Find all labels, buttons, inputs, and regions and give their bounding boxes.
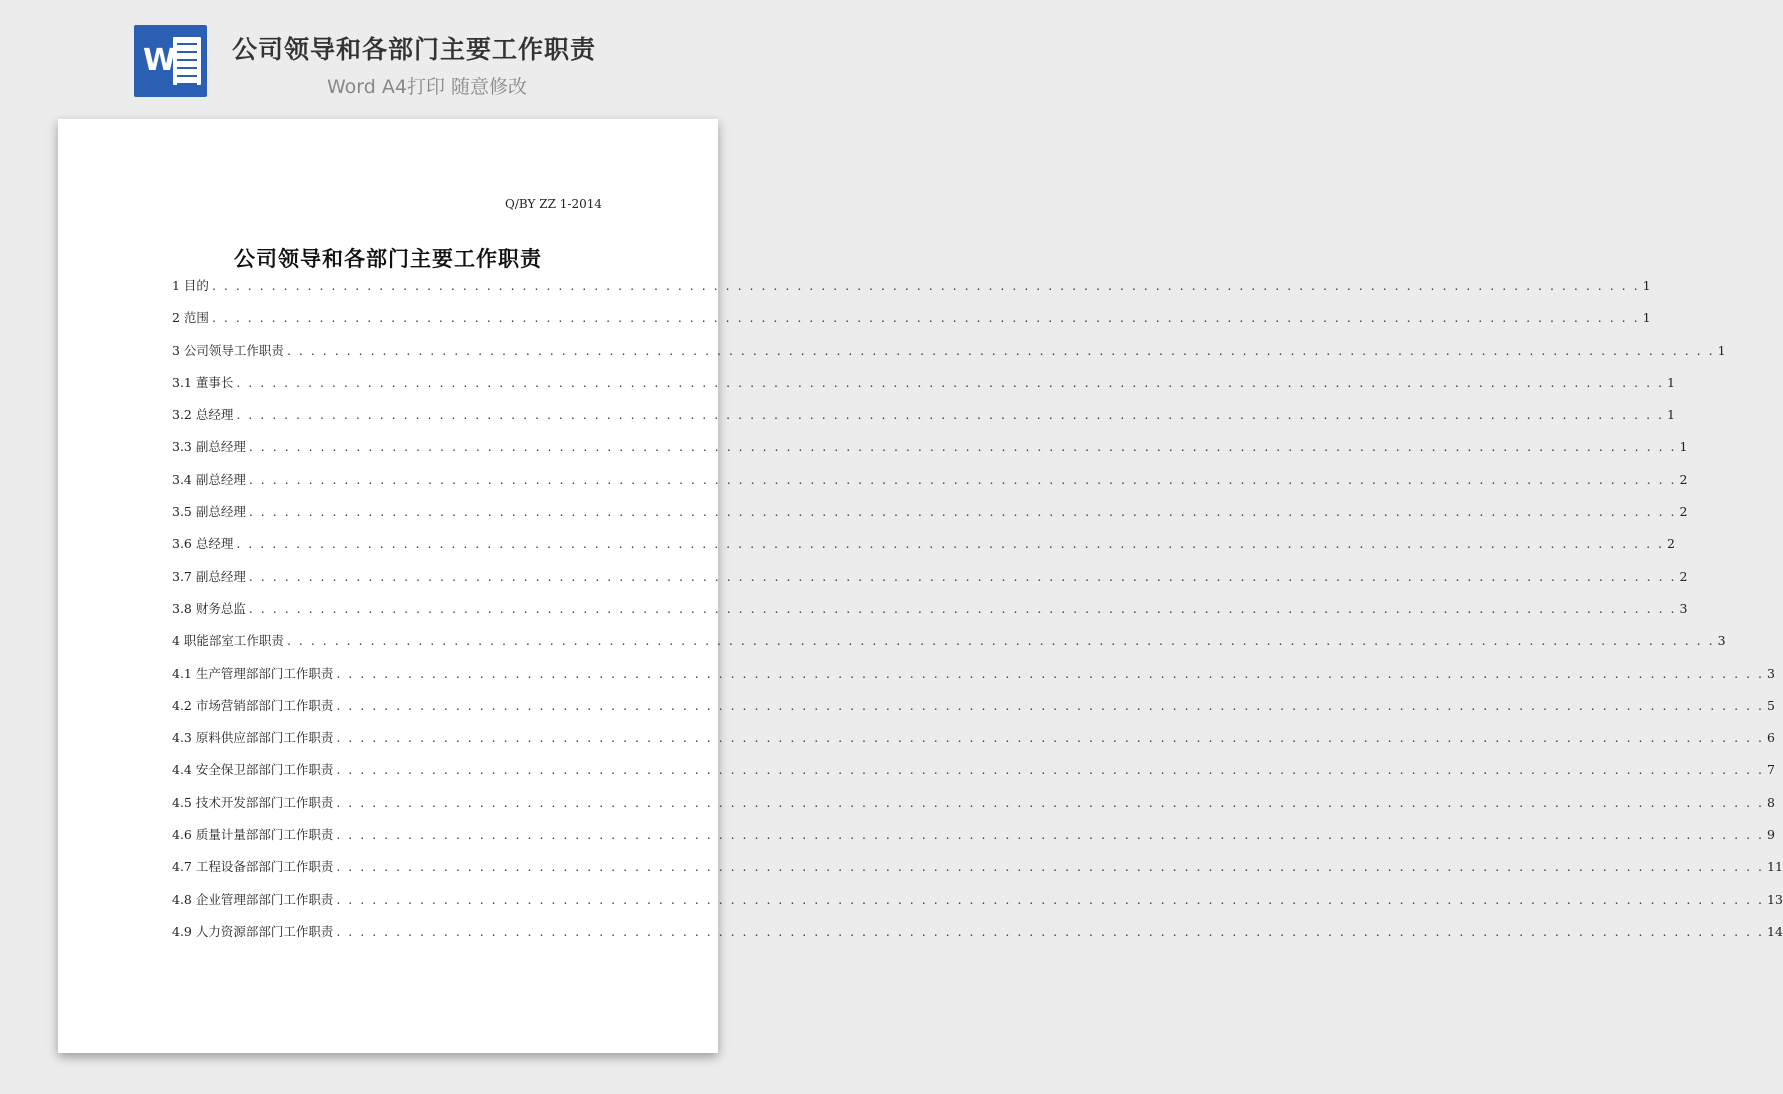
toc-entry-label: 3.6 总经理 xyxy=(172,536,234,552)
toc-entry-label: 3.7 副总经理 xyxy=(172,568,246,584)
toc-dot-leader: . . . . . . . . . . . . . . . . . . . . . . . . . . . . . . . . . . . . . . . . . . . . . . . . . . . . . . . . . . . . . . . . . . . . . . . . . . . . . . . . . . . . . . . . . . . . . . . . . . . . . . . . . . . . . . . . . . . . . . . . xyxy=(248,600,1677,616)
toc-entry-page: 11 xyxy=(1767,859,1783,875)
toc-entry[interactable] xyxy=(172,470,1688,502)
toc-entry[interactable] xyxy=(172,437,1688,469)
toc-dot-leader: . . . . . . . . . . . . . . . . . . . . . . . . . . . . . . . . . . . . . . . . . . . . . . . . . . . . . . . . . . . . . . . . . . . . . . . . . . . . . . . . . . . . . . . . . . . . . . . . . . . . . . . . . . . . . . . . . . . . . . . . xyxy=(248,504,1677,520)
toc-entry-label: 3.5 副总经理 xyxy=(172,504,246,520)
toc-entry-label: 4.4 安全保卫部部门工作职责 xyxy=(172,762,334,778)
toc-dot-leader: . . . . . . . . . . . . . . . . . . . . . . . . . . . . . . . . . . . . . . . . . . . . . . . . . . . . . . . . . . . . . . . . . . . . . . . . . . . . . . . . . . . . . . . . . . . . . . . . . . . . . . . . . . . . . . . . . . . . . . . . xyxy=(336,794,1764,810)
toc-entry[interactable] xyxy=(172,373,1675,405)
toc-entry[interactable] xyxy=(172,857,1783,889)
toc-entry-page: 3 xyxy=(1717,633,1726,649)
toc-entry[interactable] xyxy=(172,341,1726,373)
toc-dot-leader: . . . . . . . . . . . . . . . . . . . . . . . . . . . . . . . . . . . . . . . . . . . . . . . . . . . . . . . . . . . . . . . . . . . . . . . . . . . . . . . . . . . . . . . . . . . . . . . . . . . . . . . . . . . . . . . . . . . . . . . . xyxy=(336,762,1764,778)
toc-entry[interactable] xyxy=(172,308,1651,340)
toc-entry-page: 2 xyxy=(1667,536,1675,552)
header-title: 公司领导和各部门主要工作职责 xyxy=(232,35,597,64)
toc-entry-label: 4.2 市场营销部部门工作职责 xyxy=(172,697,334,713)
toc-dot-leader: . . . . . . . . . . . . . . . . . . . . . . . . . . . . . . . . . . . . . . . . . . . . . . . . . . . . . . . . . . . . . . . . . . . . . . . . . . . . . . . . . . . . . . . . . . . . . . . . . . . . . . . . . . . . . . . . . . . . . . . . xyxy=(336,923,1764,939)
toc-entry[interactable] xyxy=(172,696,1775,728)
toc-entry[interactable] xyxy=(172,534,1675,566)
toc-entry[interactable] xyxy=(172,922,1783,954)
toc-dot-leader: . . . . . . . . . . . . . . . . . . . . . . . . . . . . . . . . . . . . . . . . . . . . . . . . . . . . . . . . . . . . . . . . . . . . . . . . . . . . . . . . . . . . . . . . . . . . . . . . . . . . . . . . . . . . . . . . . . . . . . . . xyxy=(211,310,1640,326)
toc-dot-leader: . . . . . . . . . . . . . . . . . . . . . . . . . . . . . . . . . . . . . . . . . . . . . . . . . . . . . . . . . . . . . . . . . . . . . . . . . . . . . . . . . . . . . . . . . . . . . . . . . . . . . . . . . . . . . . . . . . . . . . . . xyxy=(286,633,1715,649)
toc-entry-page: 7 xyxy=(1767,762,1775,778)
document-page xyxy=(58,119,1783,1053)
toc-entry-page: 14 xyxy=(1767,923,1783,939)
toc-entry-page: 2 xyxy=(1679,504,1688,520)
toc-entry[interactable] xyxy=(172,825,1775,857)
toc-dot-leader: . . . . . . . . . . . . . . . . . . . . . . . . . . . . . . . . . . . . . . . . . . . . . . . . . . . . . . . . . . . . . . . . . . . . . . . . . . . . . . . . . . . . . . . . . . . . . . . . . . . . . . . . . . . . . . . . . . . . . . . . xyxy=(236,536,1664,552)
toc-entry-page: 3 xyxy=(1767,665,1775,681)
toc-dot-leader: . . . . . . . . . . . . . . . . . . . . . . . . . . . . . . . . . . . . . . . . . . . . . . . . . . . . . . . . . . . . . . . . . . . . . . . . . . . . . . . . . . . . . . . . . . . . . . . . . . . . . . . . . . . . . . . . . . . . . . . . xyxy=(336,891,1764,907)
toc-entry-page: 5 xyxy=(1767,697,1775,713)
toc-entry[interactable] xyxy=(172,890,1783,922)
toc-entry-page: 2 xyxy=(1679,471,1688,487)
toc-entry[interactable] xyxy=(172,793,1775,825)
toc-entry-page: 13 xyxy=(1767,891,1783,907)
toc-entry-label: 3.4 副总经理 xyxy=(172,471,246,487)
toc-entry-label: 3 公司领导工作职责 xyxy=(172,342,284,358)
toc-entry[interactable] xyxy=(172,631,1726,663)
toc-entry-page: 1 xyxy=(1642,278,1651,293)
word-icon-letter: W xyxy=(143,43,177,78)
toc-entry-page: 1 xyxy=(1717,342,1726,358)
toc-entry-page: 1 xyxy=(1642,310,1651,326)
toc-entry-label: 4.3 原料供应部部门工作职责 xyxy=(172,730,334,746)
word-icon xyxy=(134,25,207,97)
toc-entry-label: 4.8 企业管理部部门工作职责 xyxy=(172,891,334,907)
toc-dot-leader: . . . . . . . . . . . . . . . . . . . . . . . . . . . . . . . . . . . . . . . . . . . . . . . . . . . . . . . . . . . . . . . . . . . . . . . . . . . . . . . . . . . . . . . . . . . . . . . . . . . . . . . . . . . . . . . . . . . . . . . . xyxy=(236,374,1664,390)
toc-entry[interactable] xyxy=(172,502,1688,534)
toc-entry[interactable] xyxy=(172,664,1775,696)
toc-dot-leader: . . . . . . . . . . . . . . . . . . . . . . . . . . . . . . . . . . . . . . . . . . . . . . . . . . . . . . . . . . . . . . . . . . . . . . . . . . . . . . . . . . . . . . . . . . . . . . . . . . . . . . . . . . . . . . . . . . . . . . . . xyxy=(336,697,1764,713)
toc-entry[interactable] xyxy=(172,760,1775,792)
toc-dot-leader: . . . . . . . . . . . . . . . . . . . . . . . . . . . . . . . . . . . . . . . . . . . . . . . . . . . . . . . . . . . . . . . . . . . . . . . . . . . . . . . . . . . . . . . . . . . . . . . . . . . . . . . . . . . . . . . . . . . . . . . . xyxy=(286,342,1715,358)
toc-entry-label: 4.5 技术开发部部门工作职责 xyxy=(172,794,334,810)
toc-dot-leader: . . . . . . . . . . . . . . . . . . . . . . . . . . . . . . . . . . . . . . . . . . . . . . . . . . . . . . . . . . . . . . . . . . . . . . . . . . . . . . . . . . . . . . . . . . . . . . . . . . . . . . . . . . . . . . . . . . . . . . . . xyxy=(336,665,1764,681)
toc-entry-label: 3.8 财务总监 xyxy=(172,600,246,616)
toc-entry-label: 4.7 工程设备部部门工作职责 xyxy=(172,859,334,875)
toc-entry-label: 4 职能部室工作职责 xyxy=(172,633,284,649)
toc-entry-page: 1 xyxy=(1667,374,1675,390)
toc-entry[interactable] xyxy=(172,728,1775,760)
header-banner xyxy=(0,0,774,118)
toc-entry-label: 4.1 生产管理部部门工作职责 xyxy=(172,665,334,681)
header-subtitle: Word A4打印 随意修改 xyxy=(327,76,528,98)
document-title: 公司领导和各部门主要工作职责 xyxy=(234,247,542,271)
toc-entry-label: 3.2 总经理 xyxy=(172,407,234,423)
toc-entry[interactable] xyxy=(172,405,1675,437)
toc-entry[interactable] xyxy=(172,567,1688,599)
toc-entry-page: 6 xyxy=(1767,730,1775,746)
table-of-contents xyxy=(172,276,1783,954)
toc-entry-page: 3 xyxy=(1679,600,1688,616)
toc-entry-page: 1 xyxy=(1679,439,1688,455)
toc-dot-leader: . . . . . . . . . . . . . . . . . . . . . . . . . . . . . . . . . . . . . . . . . . . . . . . . . . . . . . . . . . . . . . . . . . . . . . . . . . . . . . . . . . . . . . . . . . . . . . . . . . . . . . . . . . . . . . . . . . . . . . . . xyxy=(236,407,1664,423)
toc-entry-label: 3.1 董事长 xyxy=(172,374,234,390)
toc-entry[interactable] xyxy=(172,276,1651,308)
toc-dot-leader: . . . . . . . . . . . . . . . . . . . . . . . . . . . . . . . . . . . . . . . . . . . . . . . . . . . . . . . . . . . . . . . . . . . . . . . . . . . . . . . . . . . . . . . . . . . . . . . . . . . . . . . . . . . . . . . . . . . . . . . . xyxy=(211,278,1640,293)
toc-entry[interactable] xyxy=(172,599,1688,631)
toc-entry-label: 4.9 人力资源部部门工作职责 xyxy=(172,923,334,939)
toc-dot-leader: . . . . . . . . . . . . . . . . . . . . . . . . . . . . . . . . . . . . . . . . . . . . . . . . . . . . . . . . . . . . . . . . . . . . . . . . . . . . . . . . . . . . . . . . . . . . . . . . . . . . . . . . . . . . . . . . . . . . . . . . xyxy=(336,859,1764,875)
toc-dot-leader: . . . . . . . . . . . . . . . . . . . . . . . . . . . . . . . . . . . . . . . . . . . . . . . . . . . . . . . . . . . . . . . . . . . . . . . . . . . . . . . . . . . . . . . . . . . . . . . . . . . . . . . . . . . . . . . . . . . . . . . . xyxy=(248,568,1677,584)
toc-dot-leader: . . . . . . . . . . . . . . . . . . . . . . . . . . . . . . . . . . . . . . . . . . . . . . . . . . . . . . . . . . . . . . . . . . . . . . . . . . . . . . . . . . . . . . . . . . . . . . . . . . . . . . . . . . . . . . . . . . . . . . . . xyxy=(336,730,1764,746)
toc-entry-label: 4.6 质量计量部部门工作职责 xyxy=(172,827,334,843)
toc-entry-label: 2 范围 xyxy=(172,310,209,326)
toc-entry-page: 2 xyxy=(1679,568,1688,584)
toc-entry-page: 8 xyxy=(1767,794,1775,810)
toc-dot-leader: . . . . . . . . . . . . . . . . . . . . . . . . . . . . . . . . . . . . . . . . . . . . . . . . . . . . . . . . . . . . . . . . . . . . . . . . . . . . . . . . . . . . . . . . . . . . . . . . . . . . . . . . . . . . . . . . . . . . . . . . xyxy=(248,471,1677,487)
toc-dot-leader: . . . . . . . . . . . . . . . . . . . . . . . . . . . . . . . . . . . . . . . . . . . . . . . . . . . . . . . . . . . . . . . . . . . . . . . . . . . . . . . . . . . . . . . . . . . . . . . . . . . . . . . . . . . . . . . . . . . . . . . . xyxy=(336,827,1764,843)
toc-entry-label: 1 目的 xyxy=(172,278,209,293)
document-code: Q/BY ZZ 1-2014 xyxy=(505,197,602,211)
toc-entry-page: 9 xyxy=(1767,827,1775,843)
toc-dot-leader: . . . . . . . . . . . . . . . . . . . . . . . . . . . . . . . . . . . . . . . . . . . . . . . . . . . . . . . . . . . . . . . . . . . . . . . . . . . . . . . . . . . . . . . . . . . . . . . . . . . . . . . . . . . . . . . . . . . . . . . . xyxy=(248,439,1677,455)
toc-entry-label: 3.3 副总经理 xyxy=(172,439,246,455)
toc-entry-page: 1 xyxy=(1667,407,1675,423)
